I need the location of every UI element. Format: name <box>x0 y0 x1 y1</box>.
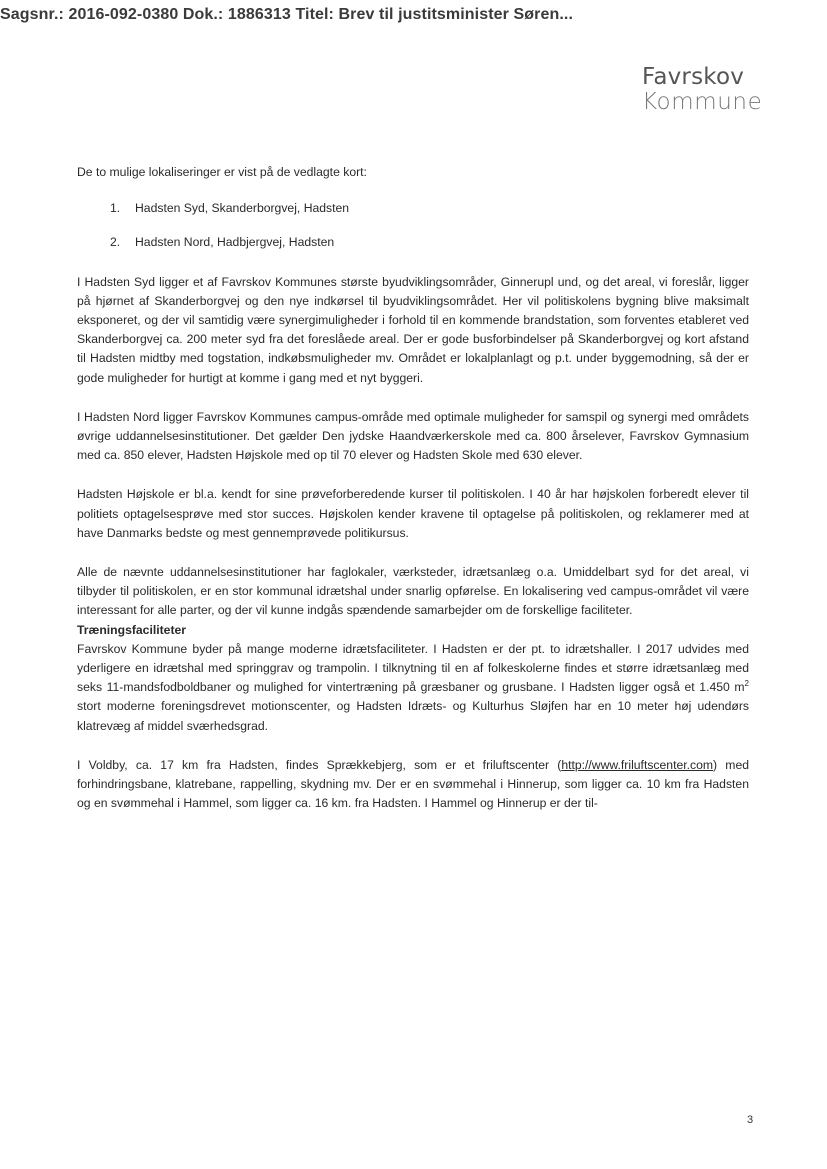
paragraph-text: ) med forhindringsbane, klatrebane, rappelling, skydning mv. Der er en svømmehal i Hinnerup, som ligger ca. 10 km fra Hadsten og en svømmehal i Hammel, som ligger ca. 16 km. fra Hadsten. I Hammel og Hinnerup er der til- <box>77 757 749 811</box>
list-item <box>77 199 749 218</box>
list-item-number: 2. <box>110 235 121 250</box>
paragraph-traeningsfaciliteter <box>77 640 749 736</box>
list-item-text: Hadsten Nord, Hadbjergvej, Hadsten <box>135 235 335 250</box>
document-header: Sagsnr.: 2016-092-0380 Dok.: 1886313 Titel: Brev til justitsminister Søren... <box>0 6 573 23</box>
location-list <box>77 199 749 252</box>
paragraph-voldby <box>77 756 749 814</box>
intro-paragraph: De to mulige lokaliseringer er vist på de vedlagte kort: <box>77 165 367 179</box>
paragraph-hadsten-hojskole: Hadsten Højskole er bl.a. kendt for sine prøveforberedende kurser til politiskolen. I 40 år har højskolen forberedt elever til politiets optagelsesprøve med stor succes. Højskolen kender kravene til optagelse på politiskolen, og reklamerer med at have Danmarks bedste og mest gennemprøvede politikursus. <box>77 487 749 540</box>
paragraph-text: Favrskov Kommune byder på mange moderne idrætsfaciliteter. I Hadsten er der pt. to idrætshaller. I 2017 udvides med yderligere en idrætshal med springgrav og trampolin. I tilknytning til en af folkeskolerne findes et større idrætsanlæg med seks 11-mandsfodboldbaner og mulighed for vintertræning på græsbaner og grusbane. I Hadsten ligger også et 1.450 m <box>77 641 749 695</box>
paragraph-text: stort moderne foreningsdrevet motionscenter, og Hadsten Idræts- og Kulturhus Sløjfen har en 10 meter høj udendørs klatrevæg af middel sværhedsgrad. <box>77 699 749 733</box>
list-item <box>77 233 749 252</box>
logo-line-kommune: Kommune <box>642 89 763 115</box>
letter-body <box>77 163 749 813</box>
paragraph-hadsten-syd: I Hadsten Syd ligger et af Favrskov Kommunes største byudviklingsområder, Ginnerupl und, og det areal, vi foreslår, ligger på hjørnet af Skanderborgvej og den nye indkørsel til byudviklingsområdet. Her vil politiskolens bygning blive maksimalt eksponeret, og der vil samtidig være synergimuligheder i forhold til en kommende brandstation, som forventes etableret ved Skanderborgvej ca. 200 meter syd fra det foreslåede areal. Der er gode busforbindelser på Skanderborgvej og kort afstand til Hadsten midtby med togstation, indkøbsmuligheder mv. Området er lokalplanlagt og p.t. under byggemodning, så der er gode muligheder for hurtigt at komme i gang med et nyt byggeri. <box>77 274 749 385</box>
list-item-number: 1. <box>110 201 121 216</box>
superscript: 2 <box>744 679 749 689</box>
paragraph-uddannelsesinstitutioner: Alle de nævnte uddannelsesinstitutioner har faglokaler, værksteder, idrætsanlæg o.a. Umiddelbart syd for det areal, vi tilbyder til politiskolen, er en stor kommunal idrætshal under snarlig opførelse. En lokalisering ved campus-området vil være interessant for alle parter, og der vil kunne indgås spændende samarbejder om de forskellige faciliteter. <box>77 565 749 618</box>
favrskov-kommune-logo <box>642 66 762 114</box>
friluftscenter-link[interactable]: http://www.friluftscenter.com <box>561 757 714 772</box>
logo-line-favrskov: Favrskov <box>642 64 745 90</box>
section-heading: Træningsfaciliteter <box>77 622 187 637</box>
paragraph-text: I Voldby, ca. 17 km fra Hadsten, findes Sprækkebjerg, som er et friluftscenter ( <box>77 757 562 772</box>
page-number: 3 <box>747 1114 754 1126</box>
list-item-text: Hadsten Syd, Skanderborgvej, Hadsten <box>135 201 350 216</box>
paragraph-hadsten-nord: I Hadsten Nord ligger Favrskov Kommunes campus-område med optimale muligheder for samspil og synergi med områdets øvrige uddannelsesinstitutioner. Det gælder Den jydske Haandværkerskole med ca. 800 årselever, Favrskov Gymnasium med ca. 850 elever, Hadsten Højskole med op til 70 elever og Hadsten Skole med 630 elever. <box>77 409 749 463</box>
